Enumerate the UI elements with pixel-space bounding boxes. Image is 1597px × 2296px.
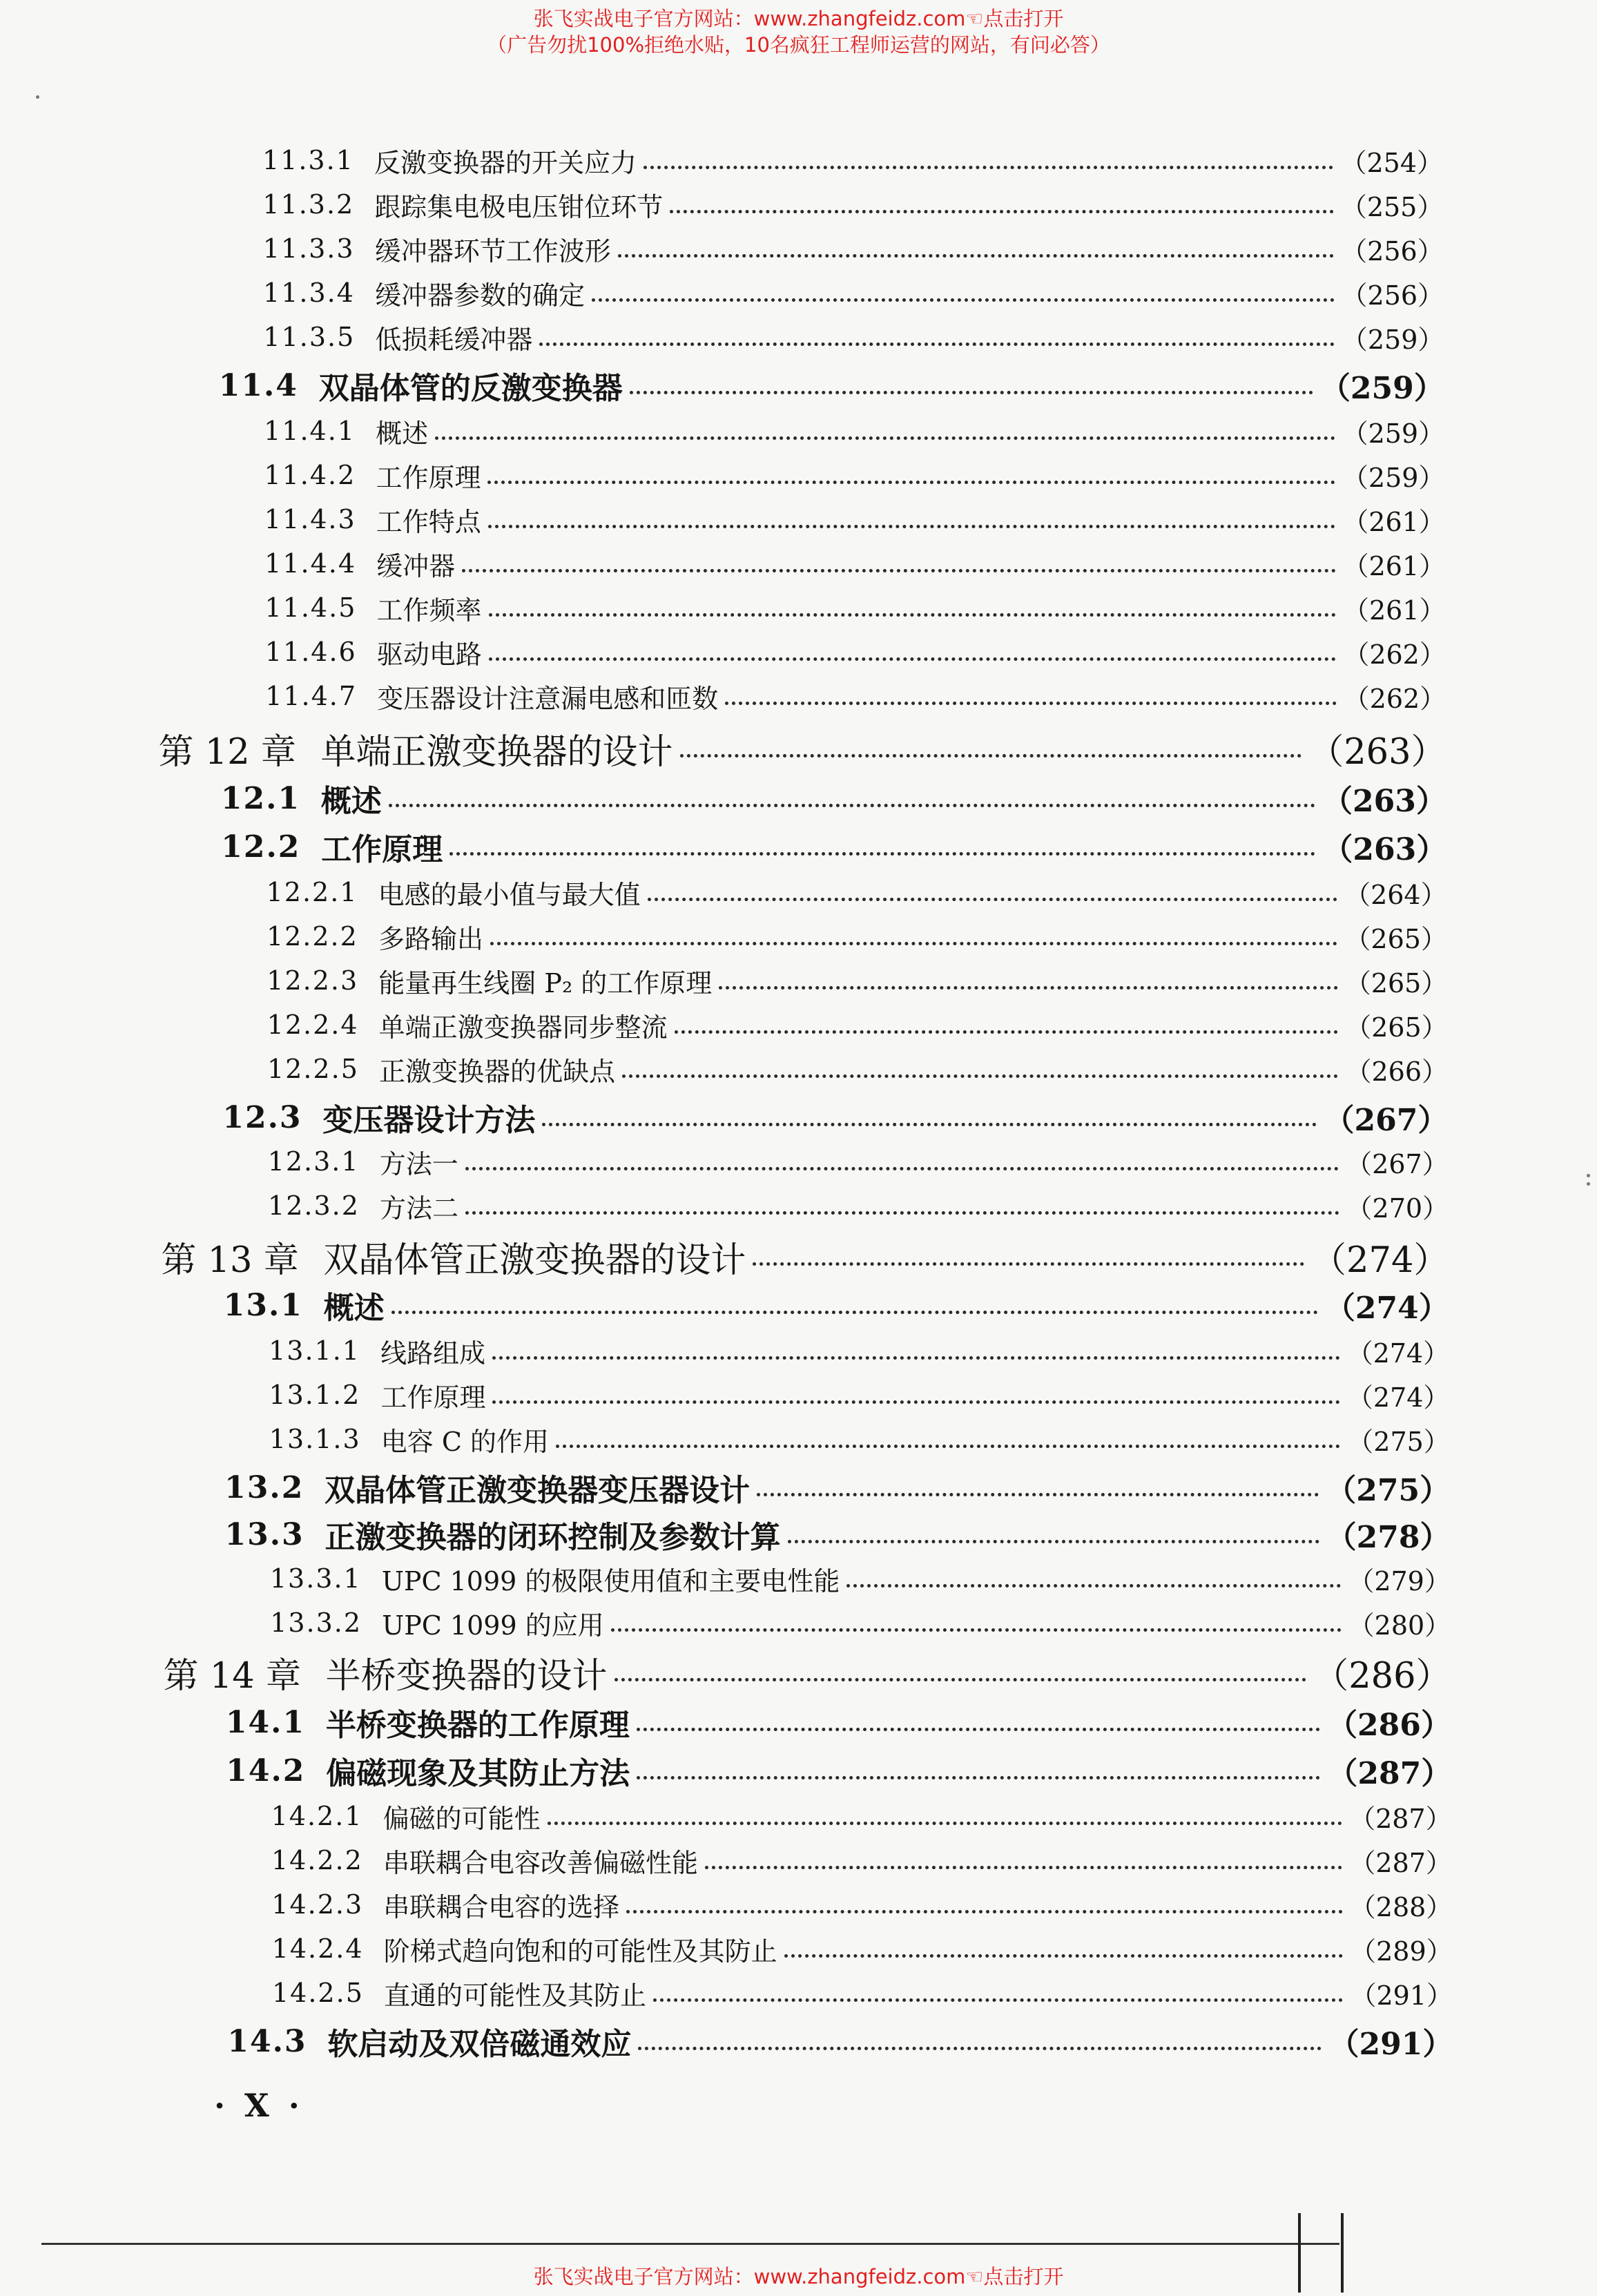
toc-title: 多路输出 [378,923,483,954]
toc-page-number: （291） [1350,1980,1453,2011]
toc-chapter [158,729,1446,773]
toc-page-number: （274） [1346,1338,1450,1369]
toc-title: 正激变换器的闭环控制及参数计算 [325,1520,781,1555]
toc-number: 12.3.1 [267,1146,360,1177]
toc-leader-dots [435,436,1335,440]
toc-page-number: （263） [1308,732,1446,773]
toc-title: 直通的可能性及其防止 [384,1980,647,2011]
toc-leader-dots [753,1262,1304,1266]
toc-leader-dots [465,1167,1339,1170]
toc-subsection [267,917,1447,956]
toc-page-number: （291） [1328,2027,1453,2062]
toc-page-number: （259） [1319,371,1444,406]
toc-page-number: （256） [1341,280,1444,311]
toc-leader-dots [489,613,1336,617]
toc-title: 偏磁现象及其防止方法 [326,1756,630,1791]
toc-number: 11.4.1 [264,416,356,446]
toc-title: 变压器设计注意漏电感和匝数 [377,683,719,714]
toc-page-number: （286） [1313,1656,1451,1697]
toc-section [225,1515,1451,1554]
toc-subsection [271,1885,1452,1924]
toc-leader-dots [725,702,1336,705]
toc-subsection [267,1005,1448,1044]
toc-subsection [270,1603,1451,1642]
toc-number: 11.3.4 [263,278,355,308]
toc-leader-dots [670,210,1333,213]
toc-title: 低损耗缓冲器 [375,324,533,355]
toc-page-number: （255） [1340,191,1444,222]
toc-leader-dots [389,804,1315,807]
toc-number: 11.4.2 [264,460,356,490]
toc-section [222,1098,1448,1137]
toc-page-number: （275） [1347,1426,1450,1457]
toc-leader-dots [465,1211,1339,1215]
toc-page-number: （287） [1349,1803,1452,1834]
toc-title: 双晶体管正激变换器变压器设计 [325,1473,751,1508]
toc-section [224,1468,1450,1507]
toc-title: 工作频率 [376,595,482,626]
toc-leader-dots [630,391,1313,394]
toc-page-number: （262） [1343,683,1446,714]
toc-title: 偏磁的可能性 [383,1803,541,1834]
toc-number: 13.2 [224,1469,304,1505]
toc-subsection [263,229,1444,268]
toc-page-number: （266） [1345,1056,1448,1087]
toc-leader-dots [592,298,1334,302]
toc-leader-dots [846,1584,1341,1588]
toc-subsection [269,1376,1449,1414]
toc-title: 半桥变换器的工作原理 [325,1708,630,1743]
toc-page-number: （265） [1344,923,1447,954]
toc-leader-dots [487,481,1335,484]
toc-page-number: （286） [1327,1708,1451,1743]
toc-number: 12.2.3 [267,965,359,996]
toc-number: 12.2.4 [267,1010,359,1040]
toc-leader-dots [489,657,1336,661]
toc-subsection [271,1797,1452,1835]
toc-subsection [262,185,1443,224]
toc-number: 12.3 [222,1099,302,1135]
toc-number: 13.3 [224,1516,304,1552]
toc-number: 11.4.6 [264,637,357,667]
toc-subsection [267,873,1447,911]
toc-page-number: （274） [1324,1291,1449,1326]
toc-title: 双晶体管正激变换器的设计 [323,1240,746,1281]
toc-number: 13.3.2 [270,1608,362,1638]
toc-leader-dots [611,1628,1342,1632]
toc-number: 13.1.3 [269,1424,361,1454]
toc-leader-dots [539,343,1334,346]
toc-number: 14.1 [225,1704,306,1740]
toc-leader-dots [492,1400,1339,1404]
toc-number: 11.3.5 [263,322,356,352]
toc-leader-dots [488,525,1335,528]
toc-subsection [270,1559,1451,1598]
toc-number: 14.2.2 [271,1845,363,1875]
toc-title: 软启动及双倍磁通效应 [327,2027,632,2062]
watermark-top-line1[interactable]: 张飞实战电子官方网站：www.zhangfeidz.com☜点击打开 [533,7,1064,30]
toc-leader-dots [788,1540,1319,1543]
toc-page-number: （263） [1322,784,1446,819]
toc-number: 12.2.1 [266,877,358,907]
toc-title: 串联耦合电容的选择 [383,1891,620,1922]
toc-page-number: （275） [1326,1473,1451,1508]
toc-number: 13.3.1 [269,1563,362,1594]
toc-section [226,1751,1451,1790]
toc-number: 13.1 [223,1287,303,1323]
toc-leader-dots [391,1311,1318,1314]
toc-page-number: （287） [1349,1847,1452,1878]
toc-leader-dots [542,1123,1317,1126]
toc-leader-dots [648,898,1337,901]
toc-page-number: （259） [1342,418,1445,449]
toc-number: 11.3.1 [262,145,354,175]
toc-number: 14.2.4 [271,1933,364,1964]
toc-number: 12.1 [220,780,301,816]
toc-leader-dots [653,1998,1343,2002]
toc-section [221,779,1446,818]
toc-leader-dots [705,1866,1342,1869]
toc-title: 单端正激变换器同步整流 [378,1012,668,1043]
toc-leader-dots [618,254,1334,258]
toc-title: 跟踪集电极电压钳位环节 [374,191,664,222]
toc-title: UPC 1099 的应用 [382,1610,604,1641]
toc-title: 能量再生线圈 P₂ 的工作原理 [378,967,713,999]
toc-leader-dots [622,1074,1338,1078]
toc-leader-dots [757,1493,1319,1496]
toc-title: 串联耦合电容改善偏磁性能 [383,1847,698,1878]
scan-speck [1587,1182,1590,1186]
toc-section [226,1703,1451,1742]
toc-leader-dots [637,1728,1320,1731]
toc-title: UPC 1099 的极限使用值和主要电性能 [381,1565,840,1596]
toc-title: 概述 [323,1291,385,1326]
toc-title: 缓冲器参数的确定 [375,280,585,311]
watermark-top-line2: （广告勿扰100%拒绝水贴，10名疯狂工程师运营的网站，有问必答） [487,33,1110,57]
toc-subsection [269,1331,1449,1370]
toc-number: 第 12 章 [158,732,296,773]
toc-number: 11.3.3 [262,233,355,264]
toc-leader-dots [719,986,1338,990]
toc-title: 双晶体管的反激变换器 [318,371,623,406]
toc-title: 概述 [376,418,429,449]
toc-leader-dots [638,2047,1322,2050]
page-number: · X · [214,2087,304,2124]
toc-subsection [265,633,1446,671]
toc-leader-dots [492,1356,1339,1360]
toc-title: 工作特点 [376,506,481,537]
toc-leader-dots [490,942,1337,945]
toc-leader-dots [675,1030,1338,1034]
toc-subsection [264,500,1445,539]
toc-page-number: （261） [1342,595,1446,626]
toc-number: 第 14 章 [163,1656,301,1697]
toc-section [224,1286,1449,1324]
toc-title: 电感的最小值与最大值 [378,879,641,910]
toc-number: 11.3.2 [262,189,355,220]
toc-page-number: （261） [1342,550,1446,581]
toc-number: 11.4.4 [264,548,357,579]
toc-title: 阶梯式趋向饱和的可能性及其防止 [383,1936,777,1967]
watermark-bottom[interactable]: 张飞实战电子官方网站：www.zhangfeidz.com☜点击打开 [533,2265,1064,2288]
toc-number: 13.1.1 [269,1335,360,1366]
toc-page-number: （259） [1342,462,1445,493]
toc-page-number: （265） [1345,1012,1448,1043]
toc-title: 正激变换器的优缺点 [379,1056,616,1087]
toc-subsection [267,961,1447,1000]
toc-number: 12.2.2 [266,921,358,952]
toc-page-number: （287） [1327,1756,1452,1791]
toc-page-number: （256） [1341,235,1444,267]
toc-page-number: （289） [1350,1936,1453,1967]
toc-number: 11.4 [218,367,298,403]
toc-page-number: （288） [1349,1891,1453,1922]
toc-page-number: （265） [1344,967,1448,999]
scan-speck [1587,1174,1590,1177]
toc-number: 14.2 [226,1753,306,1788]
toc-title: 缓冲器环节工作波形 [374,235,611,267]
toc-number: 13.1.2 [269,1380,361,1410]
toc-page-number: （279） [1348,1565,1451,1596]
toc-section [221,827,1446,866]
toc-title: 工作原理 [321,832,443,867]
toc-number: 14.2.3 [271,1889,364,1920]
toc-leader-dots [614,1678,1307,1681]
toc-number: 12.2 [221,829,301,865]
toc-number: 14.3 [227,2023,307,2059]
toc-title: 变压器设计方法 [322,1103,536,1138]
toc-leader-dots [556,1445,1340,1448]
scan-speck [36,95,39,99]
toc-title: 驱动电路 [376,639,482,670]
toc-number: 11.4.5 [264,592,357,623]
toc-page-number: （267） [1324,1103,1449,1138]
toc-title: 半桥变换器的设计 [325,1656,608,1697]
toc-subsection [262,141,1443,180]
toc-leader-dots [462,569,1335,572]
toc-number: 11.4.3 [264,504,356,534]
toc-page-number: （263） [1322,832,1447,867]
toc-number: 14.2.1 [271,1801,363,1831]
toc-subsection [268,1142,1449,1181]
toc-page-number: （267） [1346,1148,1449,1179]
toc-chapter [163,1653,1451,1697]
toc-page-number: （274） [1346,1382,1450,1413]
toc-subsection [265,588,1446,627]
toc-section [219,366,1444,405]
toc-subsection [263,318,1444,356]
toc-title: 工作原理 [376,462,481,493]
toc-leader-dots [680,754,1302,758]
toc-page-number: （274） [1311,1240,1449,1281]
toc-title: 工作原理 [380,1382,486,1413]
toc-subsection [269,1420,1450,1458]
toc-number: 12.2.5 [267,1054,359,1084]
toc-page-number: （278） [1326,1520,1451,1555]
bottom-rule [41,2243,1339,2245]
toc-subsection [267,1050,1448,1088]
toc-title: 方法二 [380,1193,459,1224]
toc-subsection [272,1929,1453,1968]
toc-title: 线路组成 [380,1338,486,1369]
toc-subsection [265,677,1446,715]
toc-subsection [264,456,1444,494]
toc-chapter [161,1237,1449,1281]
toc-subsection [264,412,1444,450]
toc-leader-dots [449,852,1315,856]
toc-leader-dots [626,1910,1342,1913]
toc-title: 电容 C 的作用 [380,1426,550,1457]
toc-title: 方法一 [379,1148,458,1179]
toc-number: 11.4.7 [265,681,358,711]
toc-subsection [271,1841,1452,1880]
toc-title: 单端正激变换器的设计 [320,732,673,773]
toc-leader-dots [784,1954,1343,1958]
toc-number: 12.3.2 [268,1190,360,1221]
toc-number: 14.2.5 [272,1978,364,2008]
toc-subsection [268,1186,1449,1225]
toc-subsection [263,273,1444,312]
toc-number: 第 13 章 [161,1240,299,1281]
toc-leader-dots [643,166,1333,169]
toc-title: 缓冲器 [376,550,456,581]
toc-page-number: （259） [1341,324,1444,355]
toc-title: 概述 [320,784,382,819]
toc-page-number: （261） [1342,506,1445,537]
toc-page-number: （270） [1346,1193,1449,1224]
toc-page-number: （262） [1343,639,1446,670]
toc-page-number: （254） [1340,147,1443,178]
toc-page-number: （280） [1348,1610,1451,1641]
toc-leader-dots [637,1776,1320,1779]
toc-section [227,2022,1453,2061]
toc-subsection [272,1974,1453,2012]
toc-title: 反激变换器的开关应力 [374,147,637,178]
toc-leader-dots [548,1822,1342,1825]
toc-subsection [264,544,1445,583]
toc-page-number: （264） [1344,879,1447,910]
